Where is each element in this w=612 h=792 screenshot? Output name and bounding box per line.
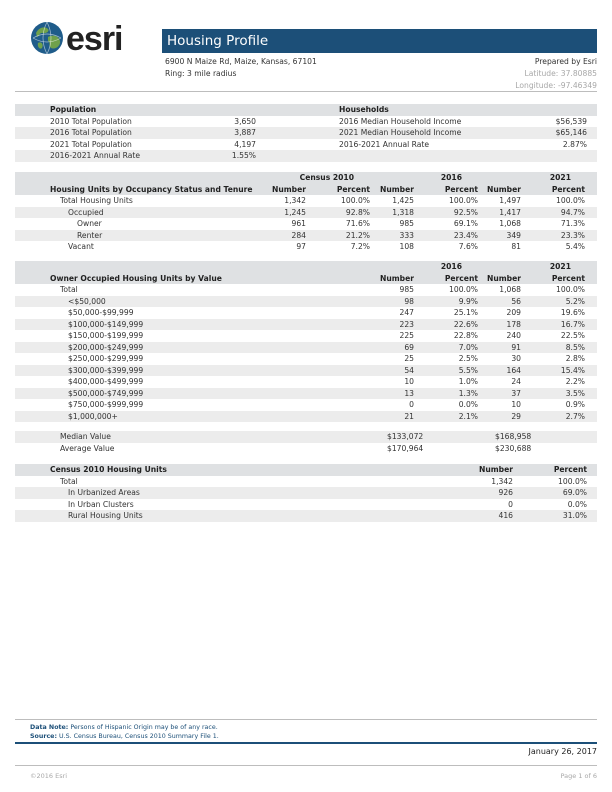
value-label: $500,000-$749,999: [68, 388, 144, 398]
source-note: [30, 733, 219, 740]
value-label: $400,000-$499,999: [68, 377, 144, 386]
households-label: 2016 Median Household Income: [339, 116, 462, 126]
value-percent: 15.4%: [560, 365, 585, 375]
esri-logo: [30, 19, 170, 63]
occupancy-percent: 7.2%: [350, 242, 370, 251]
value-percent: 2.8%: [565, 354, 585, 363]
value-number: 30: [511, 354, 521, 363]
census2010-row: [15, 476, 597, 488]
value-percent: 3.5%: [565, 388, 585, 398]
value-label: $750,000-$999,999: [68, 400, 144, 409]
value-percent: 16.7%: [560, 319, 585, 329]
occupancy-percent: 92.8%: [345, 207, 370, 217]
occupancy-column-row: [15, 184, 597, 196]
value-percent: 25.1%: [453, 308, 478, 317]
value-percent: 0.9%: [565, 400, 585, 409]
households-value: $65,146: [555, 128, 587, 137]
population-label: 2016 Total Population: [50, 128, 132, 137]
occupancy-percent: 69.1%: [453, 219, 478, 228]
logo-wordmark: esri: [66, 20, 123, 58]
value-row: [15, 365, 597, 377]
census2010-percent: 100.0%: [558, 476, 587, 486]
census2010-label: In Urbanized Areas: [68, 488, 140, 497]
occupancy-row: [15, 207, 597, 219]
value-row: [15, 330, 597, 342]
value-number: 98: [404, 296, 414, 306]
value-percent: 2.2%: [565, 377, 585, 386]
value-number: 24: [511, 377, 521, 386]
occupancy-number: 284: [291, 230, 306, 240]
census2010-number: 1,342: [491, 476, 513, 486]
occupancy-row: [15, 218, 597, 230]
value-percent: 22.8%: [453, 331, 478, 340]
col-number: Number: [379, 184, 414, 194]
average-value-2016: $170,964: [387, 443, 424, 453]
occupancy-percent: 100.0%: [341, 196, 370, 205]
occupancy-label: Total Housing Units: [60, 196, 133, 205]
value-label: $250,000-$299,999: [68, 354, 144, 363]
census2010-label: In Urban Clusters: [68, 499, 134, 509]
value-percent: 2.7%: [565, 411, 585, 421]
occupancy-number: 333: [399, 230, 414, 240]
footer-rule-top: [15, 719, 597, 720]
value-label: $300,000-$399,999: [68, 365, 144, 375]
population-title: Population: [50, 105, 97, 114]
occupancy-number: 985: [399, 219, 414, 228]
census2010-number: 0: [508, 499, 513, 509]
report-date: January 26, 2017: [528, 747, 597, 756]
col-number: Number: [486, 273, 521, 283]
value-label: <$50,000: [68, 296, 106, 306]
value-number: 54: [404, 365, 414, 375]
pop-row: [15, 139, 597, 151]
value-number: 37: [511, 388, 521, 398]
value-row: [15, 388, 597, 400]
occupancy-percent: 94.7%: [560, 207, 585, 217]
occupancy-group-label: 2016: [440, 173, 462, 182]
data-note-text: Persons of Hispanic Origin may be of any race.: [70, 724, 218, 731]
occupancy-number: 1,068: [499, 219, 521, 228]
occupancy-number: 1,342: [284, 196, 306, 205]
value-number: 223: [399, 319, 414, 329]
median-value-label: Median Value: [60, 432, 111, 441]
average-value-label: Average Value: [60, 443, 115, 453]
col-percent: Percent: [444, 184, 478, 194]
value-number: 69: [404, 342, 414, 352]
households-label: 2021 Median Household Income: [339, 128, 462, 137]
occupancy-label: Owner: [77, 219, 102, 228]
value-label: $1,000,000+: [68, 411, 118, 421]
value-percent: 9.9%: [458, 296, 478, 306]
occupancy-percent: 71.6%: [345, 219, 370, 228]
value-label: $150,000-$199,999: [68, 331, 144, 340]
value-number: 985: [399, 285, 414, 294]
value-percent: 22.6%: [453, 319, 478, 329]
value-row: [15, 411, 597, 423]
footer-rule-bottom: [15, 765, 597, 766]
col-percent: Percent: [553, 465, 587, 474]
occupancy-number: 1,245: [284, 207, 306, 217]
population-label: 2021 Total Population: [50, 139, 132, 149]
value-number: 178: [506, 319, 521, 329]
data-note-label: Data Note:: [30, 724, 69, 731]
value-number: 0: [409, 400, 414, 409]
value-number: 164: [506, 365, 521, 375]
value-number: 225: [399, 331, 414, 340]
census2010-number: 926: [498, 488, 513, 497]
population-value: 3,887: [234, 128, 256, 137]
address: 6900 N Maize Rd, Maize, Kansas, 67101: [165, 57, 317, 66]
census2010-row: [15, 487, 597, 499]
page-title: Housing Profile: [162, 29, 597, 53]
average-value-row: [15, 443, 597, 455]
value-number: 91: [511, 342, 521, 352]
value-number: 1,068: [499, 285, 521, 294]
value-row: [15, 342, 597, 354]
value-percent: 19.6%: [560, 308, 585, 317]
col-number: Number: [379, 273, 414, 283]
occupancy-row: [15, 241, 597, 253]
data-note: [30, 724, 218, 731]
occupancy-percent: 23.4%: [453, 230, 478, 240]
occupancy-row: [15, 230, 597, 242]
footer-rule-brand: [15, 742, 597, 744]
value-percent: 2.1%: [458, 411, 478, 421]
value-percent: 7.0%: [458, 342, 478, 352]
header-divider: [15, 91, 597, 92]
population-label: 2010 Total Population: [50, 116, 132, 126]
value-group-row: [15, 261, 597, 273]
occupancy-number: 1,497: [499, 196, 521, 205]
prepared-by: Prepared by Esri: [534, 57, 597, 66]
households-title: Households: [339, 105, 389, 114]
occupancy-percent: 100.0%: [449, 196, 478, 205]
occupancy-percent: 92.5%: [453, 207, 478, 217]
pop-header-row: [15, 104, 597, 116]
value-percent: 5.2%: [565, 296, 585, 306]
pop-row: [15, 127, 597, 139]
occupancy-number: 349: [506, 230, 521, 240]
median-value-row: [15, 431, 597, 443]
pop-row: [15, 116, 597, 128]
col-percent: Percent: [444, 273, 478, 283]
population-value: 4,197: [234, 139, 256, 149]
value-group-label: 2016: [440, 262, 462, 271]
occupancy-percent: 21.2%: [345, 230, 370, 240]
value-percent: 100.0%: [449, 285, 478, 294]
copyright: ©2016 Esri: [30, 772, 68, 780]
census2010-label: Total: [60, 476, 78, 486]
globe-icon: [30, 21, 64, 55]
occupancy-percent: 7.6%: [458, 242, 478, 251]
page-number: Page 1 of 6: [560, 772, 597, 780]
census2010-number: 416: [498, 511, 513, 520]
households-value: $56,539: [555, 116, 587, 126]
value-number: 247: [399, 308, 414, 317]
value-percent: 1.3%: [458, 388, 478, 398]
occupancy-number: 961: [291, 219, 306, 228]
value-percent: 1.0%: [458, 377, 478, 386]
population-label: 2016-2021 Annual Rate: [50, 151, 141, 160]
value-number: 10: [511, 400, 521, 409]
value-percent: 2.5%: [458, 354, 478, 363]
value-label: $200,000-$249,999: [68, 342, 144, 352]
value-column-row: [15, 273, 597, 285]
value-percent: 8.5%: [565, 342, 585, 352]
value-number: 21: [404, 411, 414, 421]
value-label: $100,000-$149,999: [68, 319, 144, 329]
value-number: 13: [404, 388, 414, 398]
value-label: Total: [60, 285, 78, 294]
value-number: 240: [506, 331, 521, 340]
value-number: 25: [404, 354, 414, 363]
source-text: U.S. Census Bureau, Census 2010 Summary File 1.: [59, 733, 219, 740]
census2010-title: Census 2010 Housing Units: [50, 465, 167, 474]
value-row: [15, 353, 597, 365]
census2010-row: [15, 510, 597, 522]
value-number: 56: [511, 296, 521, 306]
occupancy-label: Renter: [77, 230, 103, 240]
census2010-label: Rural Housing Units: [68, 511, 143, 520]
latitude: Latitude: 37.80885: [524, 69, 597, 78]
col-number: Number: [271, 184, 306, 194]
census2010-percent: 31.0%: [562, 511, 587, 520]
occupancy-number: 97: [296, 242, 306, 251]
occupancy-group-row: [15, 172, 597, 184]
occupancy-number: 1,318: [392, 207, 414, 217]
col-number: Number: [478, 465, 513, 474]
occupancy-label: Occupied: [68, 207, 104, 217]
col-percent: Percent: [336, 184, 370, 194]
value-group-label: 2021: [549, 262, 571, 271]
households-label: 2016-2021 Annual Rate: [339, 139, 430, 149]
value-number: 209: [506, 308, 521, 317]
col-percent: Percent: [551, 273, 585, 283]
population-value: 1.55%: [231, 151, 256, 160]
longitude: Longitude: -97.46349: [515, 81, 597, 90]
average-value-2021: $230,688: [495, 443, 532, 453]
value-title: Owner Occupied Housing Units by Value: [50, 273, 222, 283]
value-row: [15, 284, 597, 296]
source-label: Source:: [30, 733, 57, 740]
census2010-percent: 69.0%: [562, 488, 587, 497]
value-label: $50,000-$99,999: [68, 308, 134, 317]
occupancy-number: 108: [399, 242, 414, 251]
occupancy-title: Housing Units by Occupancy Status and Tenure: [50, 184, 253, 194]
occupancy-percent: 23.3%: [560, 230, 585, 240]
col-percent: Percent: [551, 184, 585, 194]
occupancy-number: 1,425: [392, 196, 414, 205]
occupancy-label: Vacant: [68, 242, 94, 251]
col-number: Number: [486, 184, 521, 194]
occupancy-percent: 71.3%: [560, 219, 585, 228]
occupancy-percent: 100.0%: [556, 196, 585, 205]
occupancy-row: [15, 195, 597, 207]
households-value: 2.87%: [562, 139, 587, 149]
value-percent: 22.5%: [560, 331, 585, 340]
value-percent: 5.5%: [458, 365, 478, 375]
population-value: 3,650: [234, 116, 256, 126]
value-percent: 100.0%: [556, 285, 585, 294]
pop-row: [15, 150, 597, 162]
value-row: [15, 319, 597, 331]
occupancy-group-label: 2021: [549, 173, 571, 182]
occupancy-percent: 5.4%: [565, 242, 585, 251]
census2010-percent: 0.0%: [567, 499, 587, 509]
census2010-header-row: [15, 464, 597, 476]
occupancy-number: 1,417: [499, 207, 521, 217]
median-value-2021: $168,958: [495, 432, 532, 441]
value-number: 10: [404, 377, 414, 386]
median-value-2016: $133,072: [387, 432, 424, 441]
value-row: [15, 399, 597, 411]
ring-radius: Ring: 3 mile radius: [165, 69, 237, 78]
occupancy-number: 81: [511, 242, 521, 251]
value-percent: 0.0%: [458, 400, 478, 409]
value-number: 29: [511, 411, 521, 421]
value-row: [15, 307, 597, 319]
value-row: [15, 376, 597, 388]
value-row: [15, 296, 597, 308]
census2010-row: [15, 499, 597, 511]
occupancy-group-label: Census 2010: [299, 173, 354, 182]
